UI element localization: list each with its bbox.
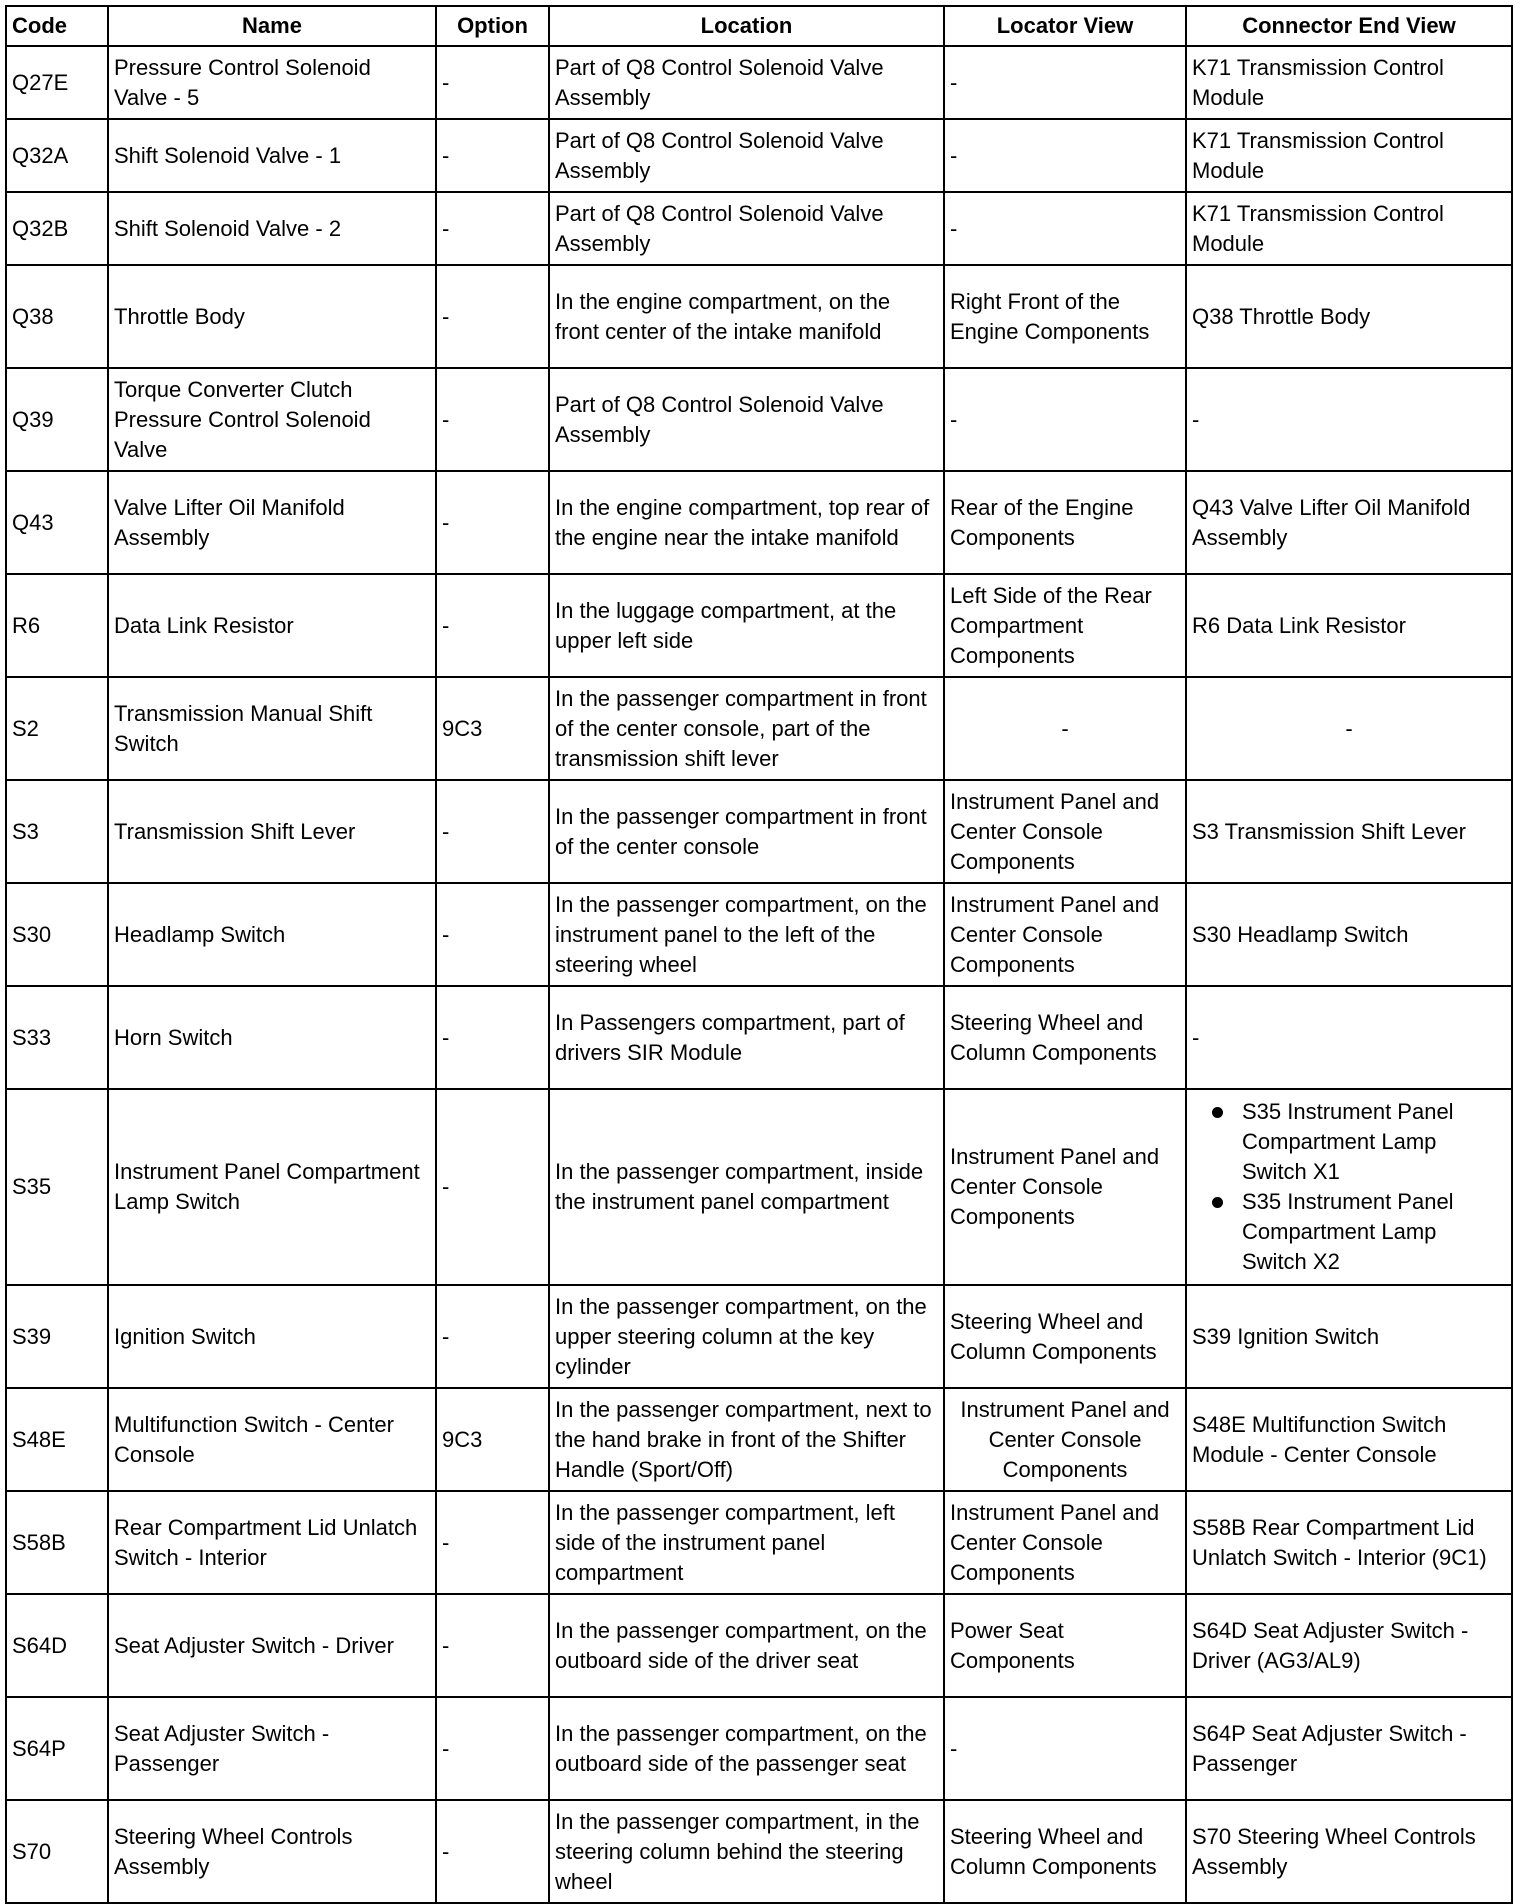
cell-name: Seat Adjuster Switch - Driver <box>108 1594 436 1697</box>
cell-location: In the passenger compartment, on the outboard side of the passenger seat <box>549 1697 944 1800</box>
cell-name: Instrument Panel Compartment Lamp Switch <box>108 1089 436 1285</box>
cell-connector-end-view: S3 Transmission Shift Lever <box>1186 780 1512 883</box>
cell-option: - <box>436 46 549 119</box>
header-row <box>6 6 1512 46</box>
cell-name: Ignition Switch <box>108 1285 436 1388</box>
cell-locator-view: - <box>944 119 1186 192</box>
connector-list-item: S35 Instrument Panel Compartment Lamp Switch X1 <box>1192 1097 1506 1187</box>
table-row <box>6 1089 1512 1285</box>
cell-location: In the passenger compartment, inside the instrument panel compartment <box>549 1089 944 1285</box>
cell-name: Torque Converter Clutch Pressure Control Solenoid Valve <box>108 368 436 471</box>
cell-connector-end-view: Q43 Valve Lifter Oil Manifold Assembly <box>1186 471 1512 574</box>
cell-connector-end-view: K71 Transmission Control Module <box>1186 119 1512 192</box>
cell-name: Data Link Resistor <box>108 574 436 677</box>
cell-locator-view: Steering Wheel and Column Components <box>944 986 1186 1089</box>
header-code: Code <box>6 6 108 46</box>
cell-name: Shift Solenoid Valve - 2 <box>108 192 436 265</box>
cell-code: Q27E <box>6 46 108 119</box>
cell-option: - <box>436 119 549 192</box>
header-option: Option <box>436 6 549 46</box>
header-connector-end-view: Connector End View <box>1186 6 1512 46</box>
cell-connector-end-view: - <box>1186 986 1512 1089</box>
cell-location: Part of Q8 Control Solenoid Valve Assembly <box>549 192 944 265</box>
cell-locator-view: Instrument Panel and Center Console Components <box>944 883 1186 986</box>
cell-option: - <box>436 1800 549 1903</box>
cell-code: S30 <box>6 883 108 986</box>
cell-location: In Passengers compartment, part of drivers SIR Module <box>549 986 944 1089</box>
table-row <box>6 1388 1512 1491</box>
cell-code: S64P <box>6 1697 108 1800</box>
table-row <box>6 986 1512 1089</box>
cell-code: Q32B <box>6 192 108 265</box>
cell-code: Q43 <box>6 471 108 574</box>
cell-connector-end-view: S39 Ignition Switch <box>1186 1285 1512 1388</box>
table-row <box>6 1491 1512 1594</box>
cell-code: Q38 <box>6 265 108 368</box>
cell-option: - <box>436 1697 549 1800</box>
cell-location: In the passenger compartment in front of the center console, part of the transmission shift lever <box>549 677 944 780</box>
cell-code: Q32A <box>6 119 108 192</box>
connector-list-item: S35 Instrument Panel Compartment Lamp Switch X2 <box>1192 1187 1506 1277</box>
cell-name: Transmission Manual Shift Switch <box>108 677 436 780</box>
header-name: Name <box>108 6 436 46</box>
cell-name: Shift Solenoid Valve - 1 <box>108 119 436 192</box>
cell-locator-view: Steering Wheel and Column Components <box>944 1285 1186 1388</box>
table-row <box>6 119 1512 192</box>
cell-code: S2 <box>6 677 108 780</box>
cell-code: S35 <box>6 1089 108 1285</box>
cell-location: In the passenger compartment, next to the hand brake in front of the Shifter Handle (Sport/Off) <box>549 1388 944 1491</box>
cell-option: - <box>436 780 549 883</box>
cell-name: Throttle Body <box>108 265 436 368</box>
table-row <box>6 677 1512 780</box>
cell-location: In the passenger compartment, in the steering column behind the steering wheel <box>549 1800 944 1903</box>
cell-location: Part of Q8 Control Solenoid Valve Assembly <box>549 368 944 471</box>
cell-location: In the luggage compartment, at the upper left side <box>549 574 944 677</box>
cell-name: Rear Compartment Lid Unlatch Switch - Interior <box>108 1491 436 1594</box>
cell-option: - <box>436 1285 549 1388</box>
cell-code: S39 <box>6 1285 108 1388</box>
table-row <box>6 883 1512 986</box>
table-row <box>6 1285 1512 1388</box>
cell-name: Valve Lifter Oil Manifold Assembly <box>108 471 436 574</box>
cell-option: - <box>436 1491 549 1594</box>
cell-code: R6 <box>6 574 108 677</box>
cell-locator-view: - <box>944 46 1186 119</box>
cell-locator-view: Instrument Panel and Center Console Components <box>944 1089 1186 1285</box>
table-row <box>6 192 1512 265</box>
cell-locator-view: Left Side of the Rear Compartment Components <box>944 574 1186 677</box>
cell-location: In the passenger compartment, on the outboard side of the driver seat <box>549 1594 944 1697</box>
cell-connector-end-view <box>1186 1089 1512 1285</box>
cell-option: - <box>436 986 549 1089</box>
cell-connector-end-view: R6 Data Link Resistor <box>1186 574 1512 677</box>
cell-connector-end-view: S70 Steering Wheel Controls Assembly <box>1186 1800 1512 1903</box>
cell-name: Steering Wheel Controls Assembly <box>108 1800 436 1903</box>
table-row <box>6 1800 1512 1903</box>
header-location: Location <box>549 6 944 46</box>
cell-locator-view: - <box>944 368 1186 471</box>
cell-code: S48E <box>6 1388 108 1491</box>
cell-name: Transmission Shift Lever <box>108 780 436 883</box>
cell-option: 9C3 <box>436 677 549 780</box>
cell-name: Pressure Control Solenoid Valve - 5 <box>108 46 436 119</box>
cell-name: Multifunction Switch - Center Console <box>108 1388 436 1491</box>
cell-code: S58B <box>6 1491 108 1594</box>
cell-connector-end-view: S64P Seat Adjuster Switch - Passenger <box>1186 1697 1512 1800</box>
cell-option: 9C3 <box>436 1388 549 1491</box>
cell-code: S3 <box>6 780 108 883</box>
cell-name: Headlamp Switch <box>108 883 436 986</box>
cell-code: S64D <box>6 1594 108 1697</box>
cell-connector-end-view: K71 Transmission Control Module <box>1186 46 1512 119</box>
cell-locator-view: - <box>944 677 1186 780</box>
table-body <box>6 46 1512 1903</box>
cell-locator-view: Rear of the Engine Components <box>944 471 1186 574</box>
header-locator-view: Locator View <box>944 6 1186 46</box>
cell-location: In the passenger compartment, on the upper steering column at the key cylinder <box>549 1285 944 1388</box>
cell-name: Seat Adjuster Switch - Passenger <box>108 1697 436 1800</box>
cell-option: - <box>436 471 549 574</box>
cell-location: In the engine compartment, on the front center of the intake manifold <box>549 265 944 368</box>
cell-location: In the passenger compartment in front of the center console <box>549 780 944 883</box>
table-row <box>6 1697 1512 1800</box>
cell-locator-view: Steering Wheel and Column Components <box>944 1800 1186 1903</box>
cell-connector-end-view: S64D Seat Adjuster Switch - Driver (AG3/AL9) <box>1186 1594 1512 1697</box>
connector-list <box>1192 1097 1506 1277</box>
table-row <box>6 46 1512 119</box>
cell-option: - <box>436 368 549 471</box>
cell-connector-end-view: S58B Rear Compartment Lid Unlatch Switch - Interior (9C1) <box>1186 1491 1512 1594</box>
cell-option: - <box>436 192 549 265</box>
cell-location: Part of Q8 Control Solenoid Valve Assembly <box>549 46 944 119</box>
cell-code: Q39 <box>6 368 108 471</box>
cell-option: - <box>436 265 549 368</box>
cell-option: - <box>436 574 549 677</box>
table-row <box>6 780 1512 883</box>
cell-locator-view: Instrument Panel and Center Console Components <box>944 780 1186 883</box>
cell-option: - <box>436 883 549 986</box>
cell-name: Horn Switch <box>108 986 436 1089</box>
cell-option: - <box>436 1089 549 1285</box>
cell-code: S70 <box>6 1800 108 1903</box>
cell-connector-end-view: S48E Multifunction Switch Module - Center Console <box>1186 1388 1512 1491</box>
cell-code: S33 <box>6 986 108 1089</box>
table-row <box>6 265 1512 368</box>
table-row <box>6 368 1512 471</box>
table-row <box>6 1594 1512 1697</box>
cell-location: In the passenger compartment, on the instrument panel to the left of the steering wheel <box>549 883 944 986</box>
cell-locator-view: - <box>944 1697 1186 1800</box>
component-locator-table <box>5 5 1513 1904</box>
table-row <box>6 471 1512 574</box>
cell-locator-view: - <box>944 192 1186 265</box>
cell-connector-end-view: S30 Headlamp Switch <box>1186 883 1512 986</box>
cell-connector-end-view: K71 Transmission Control Module <box>1186 192 1512 265</box>
table-row <box>6 574 1512 677</box>
cell-locator-view: Power Seat Components <box>944 1594 1186 1697</box>
cell-locator-view: Right Front of the Engine Components <box>944 265 1186 368</box>
cell-connector-end-view: - <box>1186 368 1512 471</box>
cell-option: - <box>436 1594 549 1697</box>
cell-locator-view: Instrument Panel and Center Console Components <box>944 1388 1186 1491</box>
cell-connector-end-view: Q38 Throttle Body <box>1186 265 1512 368</box>
cell-location: In the engine compartment, top rear of the engine near the intake manifold <box>549 471 944 574</box>
cell-connector-end-view: - <box>1186 677 1512 780</box>
cell-locator-view: Instrument Panel and Center Console Components <box>944 1491 1186 1594</box>
cell-location: Part of Q8 Control Solenoid Valve Assembly <box>549 119 944 192</box>
cell-location: In the passenger compartment, left side of the instrument panel compartment <box>549 1491 944 1594</box>
